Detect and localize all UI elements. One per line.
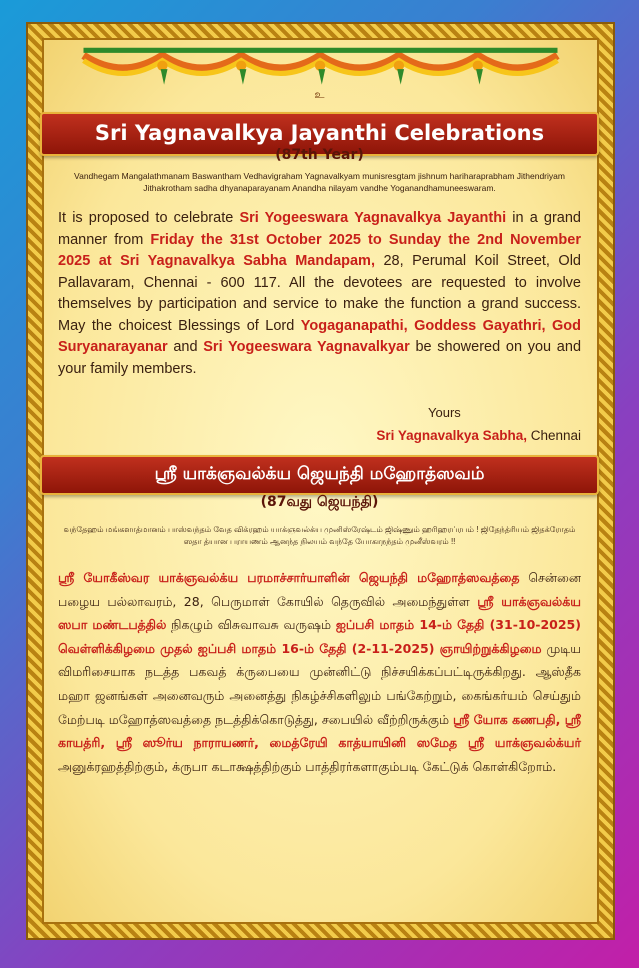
english-highlight: Yogaganapathi, Goddess Gayathri, God Suryanarayanar — [58, 317, 582, 355]
english-subtitle: (87th Year) — [275, 147, 364, 163]
tamil-subtitle: (87வது ஜெயந்தி) — [260, 494, 379, 510]
om-symbol: உ — [314, 88, 325, 101]
tamil-text: முடிய விமரிசையாக நடத்த பகவத் க்ருபையை முன்னிட்டு நிச்சயிக்கப்பட்டிருக்கிறது. ஆஸ்தீக மஹா ஜனங்கள் அனைவரும் அனைத்து நிகழ்ச்சிகளிலும் பங்கேற்றும், கைங்கர்யம் செய்தும் மேற்படி மஹோத்ஸவத்தை நடத்திக்கொடுத்து, சபையில் வீற்றிருக்கும் — [58, 640, 581, 727]
tamil-highlight: ஸ்ரீ யோகீஸ்வர யாக்ஞவல்க்ய பரமாச்சார்யாளின் ஜெயந்தி மஹோத்ஸவத்தை — [58, 570, 520, 585]
signoff-org: Sri Yagnavalkya Sabha, — [376, 428, 527, 443]
tamil-title-banner — [40, 455, 599, 495]
english-text: 28, Perumal Koil Street, Old Pallavaram, Chennai - 600 117. All the devotees are requested to involve themselves by participation and service to make the function a grand success. May the choicest Blessings of Lord — [58, 253, 581, 334]
english-title: Sri Yagnavalkya Jayanthi Celebrations — [94, 121, 545, 145]
tamil-title: ஸ்ரீ யாக்ஞவல்க்ய ஜெயந்தி மஹோத்ஸவம் — [154, 464, 485, 484]
tamil-text: அனுக்ரஹத்திற்கும், க்ருபா கடாக்ஷத்திற்கும் பாத்திரர்களாகும்படி கேட்டுக் கொள்கிறோம். — [58, 758, 557, 774]
tamil-text: நிகழும் விசுவாவசு வருஷம் — [166, 617, 336, 633]
english-text: It is proposed to celebrate — [58, 210, 240, 226]
english-highlight: Sri Yogeeswara Yagnavalkyar — [203, 339, 410, 355]
yours-label: Yours — [428, 405, 461, 420]
english-highlight: Friday the 31st October 2025 to Sunday the 2nd November 2025 at Sri Yagnavalkya Sabha Mandapam, — [58, 231, 581, 269]
signoff — [376, 428, 581, 443]
english-paragraph — [58, 208, 581, 380]
tamil-highlight: ஸ்ரீ யாக்ஞவல்க்ய ஸபா மண்டபத்தில் — [58, 593, 581, 633]
tamil-highlight: ஸ்ரீ யோக கணபதி, ஸ்ரீ காயத்ரி, ஸ்ரீ ஸூர்ய நாராயணர், மைத்ரேயி காத்யாயினி ஸமேத ஸ்ரீ யாக்ஞவல்க்யர் — [58, 711, 581, 751]
english-sloka: Vandhegam Mangalathmanam Baswantham Vedhavigraham Yagnavalkyam munisresgtam jishnum hariharaprabham Jithendriyam Jithakrotham sadha dhyanaparayanam Anandha nilayam vandhe Yoganandhamuneeswaram. — [74, 171, 565, 193]
english-text: and — [167, 339, 204, 355]
tamil-highlight: ஐப்பசி மாதம் 14-ம் தேதி (31-10-2025) வெள்ளிக்கிழமை முதல் ஐப்பசி மாதம் 16-ம் தேதி (2-11-2025) ஞாயிற்றுக்கிழமை — [58, 617, 581, 656]
english-text: in a grand manner from — [58, 210, 581, 248]
english-highlight: Sri Yogeeswara Yagnavalkya Jayanthi — [239, 210, 507, 226]
tamil-text: சென்னை பழைய பல்லாவரம், 28, பெருமாள் கோயில் தெருவில் அமைந்துள்ள — [58, 570, 581, 609]
signoff-city: Chennai — [526, 428, 581, 443]
tamil-paragraph — [58, 566, 581, 778]
tamil-sloka: வந்தேஹம் மங்களாத்மானம் பாஸ்வந்தம் வேத விக்ரஹம் யாக்ஞவல்க்ய முனிஸ்ரேஷ்டம் ஜிஷ்ணும் ஹரிஹரப்ரபம் ! ஜிதேந்த்ரியம் ஜிதக்ரோதம் ஸதா த்யான பராயணம் ஆனந்த நிலயம் வந்தே யோகாநந்தம் முனீஸ்வரம் !! — [63, 525, 576, 546]
english-text: be showered on you and your family members. — [58, 339, 582, 377]
